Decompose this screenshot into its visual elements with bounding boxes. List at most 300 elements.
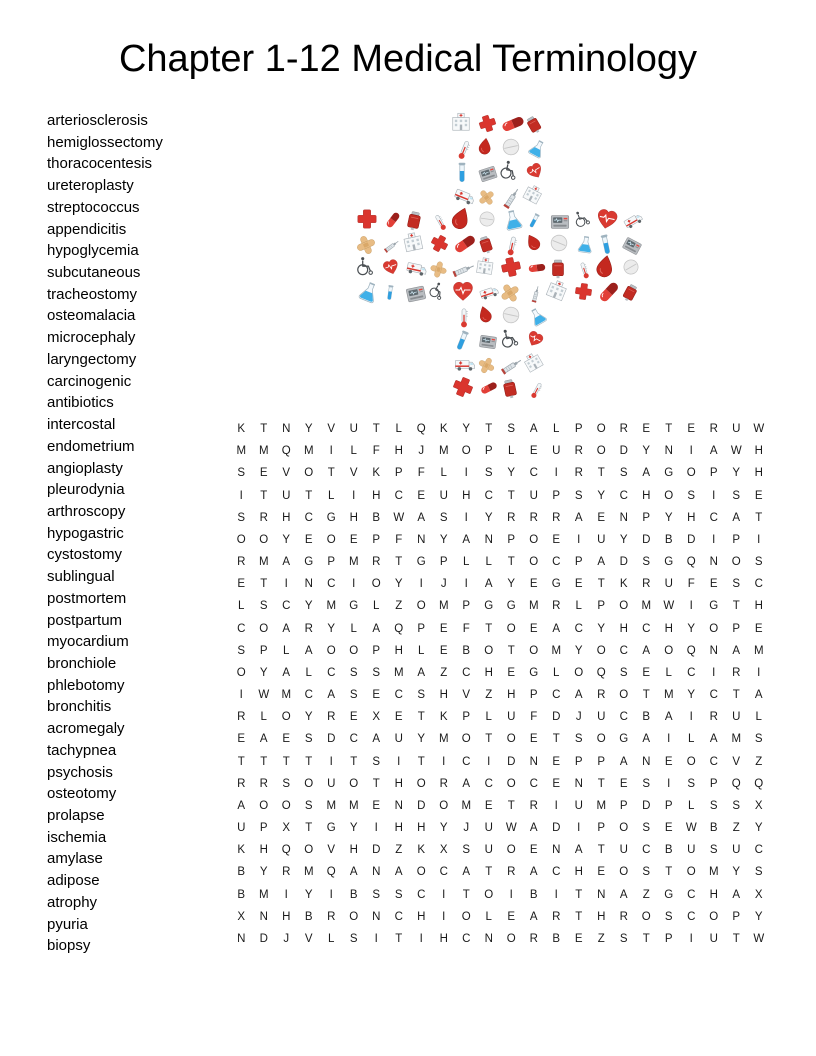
word-list-item: bronchitis [47,698,112,716]
grid-letter: C [574,622,583,635]
grid-letter: K [439,423,448,436]
grid-letter: I [464,467,468,480]
grid-letter: Z [755,755,763,768]
grid-letter: T [575,910,583,923]
grid-letter: O [619,866,629,879]
grid-letter: Y [462,423,471,436]
hospital-icon [519,348,546,375]
red-cross-icon [426,230,452,256]
grid-letter: F [395,533,403,546]
grid-letter: O [259,533,269,546]
grid-letter: A [754,689,763,702]
grid-letter: M [348,556,359,569]
grid-letter: O [529,556,539,569]
heart-icon [593,205,621,233]
grid-letter: E [574,578,583,591]
grid-letter: U [552,445,561,458]
grid-letter: Q [754,777,764,790]
grid-letter: C [552,556,561,569]
test-tube-icon [380,283,400,303]
grid-letter: C [687,888,696,901]
grid-letter: I [352,489,356,502]
grid-letter: T [372,423,380,436]
grid-letter: O [281,711,291,724]
grid-letter: C [417,888,426,901]
grid-letter: P [732,533,741,546]
grid-letter: E [282,733,291,746]
heart-icon [451,279,475,303]
grid-letter: D [507,755,516,768]
word-list-item: biopsy [47,937,91,955]
grid-letter: P [552,489,561,502]
grid-letter: F [372,445,380,458]
grid-letter: B [372,511,381,524]
grid-letter: O [574,666,584,679]
grid-letter: P [394,467,403,480]
grid-letter: K [417,844,426,857]
grid-letter: U [327,777,336,790]
grid-letter: A [529,910,538,923]
bandaid-icon [475,186,496,207]
grid-letter: B [304,910,313,923]
grid-letter: A [462,866,471,879]
grid-letter: O [506,622,516,635]
grid-letter: V [462,689,471,702]
grid-letter: T [665,423,673,436]
grid-letter: P [372,533,381,546]
grid-letter: D [642,799,651,812]
heart-icon [380,256,403,279]
grid-letter: O [236,666,246,679]
grid-letter: R [552,910,561,923]
grid-letter: T [260,423,268,436]
grid-letter: U [282,489,291,502]
grid-letter: C [394,489,403,502]
grid-letter: K [619,578,628,591]
grid-letter: A [529,866,538,879]
grid-letter: L [553,666,560,679]
grid-letter: H [349,511,358,524]
grid-letter: E [394,711,403,724]
hospital-icon [450,111,472,133]
grid-letter: Y [304,711,313,724]
grid-letter: A [484,578,493,591]
word-list-item: psychosis [47,763,113,781]
flask-icon [500,207,526,233]
grid-letter: I [577,533,581,546]
grid-letter: R [619,910,628,923]
grid-letter: U [529,489,538,502]
grid-letter: M [348,799,359,812]
grid-letter: C [439,866,448,879]
grid-letter: T [642,932,650,945]
word-list-item: bronchiole [47,654,117,672]
grid-letter: H [687,511,696,524]
grid-letter: N [282,423,291,436]
grid-letter: C [552,689,561,702]
grid-letter: I [509,888,513,901]
blood-drop-icon [591,252,619,280]
grid-letter: R [574,467,583,480]
grid-letter: I [397,755,401,768]
grid-letter: E [664,822,673,835]
word-list-item: carcinogenic [47,372,132,390]
grid-letter: T [417,711,425,724]
medical-cross-collage [355,112,643,400]
grid-letter: M [303,445,314,458]
grid-letter: A [462,533,471,546]
grid-letter: S [462,844,471,857]
heart-icon [523,327,547,351]
grid-letter: T [485,866,493,879]
grid-letter: T [507,644,515,657]
flask-icon [524,135,550,161]
grid-letter: L [508,445,515,458]
grid-letter: Y [439,533,448,546]
grid-letter: C [687,666,696,679]
grid-letter: L [350,445,357,458]
grid-letter: E [484,799,493,812]
grid-letter: Y [304,423,313,436]
grid-letter: Y [732,467,741,480]
grid-letter: T [597,578,605,591]
grid-letter: O [484,644,494,657]
grid-letter: U [484,844,493,857]
grid-letter: C [327,666,336,679]
grid-letter: W [663,600,675,613]
grid-letter: S [259,600,268,613]
grid-letter: G [709,600,719,613]
grid-letter: T [395,932,403,945]
word-list-item: arteriosclerosis [47,112,148,129]
blood-drop-icon [475,136,495,156]
hospital-icon [400,229,426,255]
grid-letter: X [754,888,763,901]
grid-letter: M [663,689,674,702]
grid-letter: R [732,666,741,679]
grid-letter: O [686,467,696,480]
wheelchair-icon [496,325,522,351]
grid-letter: O [596,423,606,436]
grid-letter: D [552,822,561,835]
grid-letter: O [461,733,471,746]
grid-letter: H [484,666,493,679]
grid-letter: O [641,910,651,923]
grid-letter: R [237,777,246,790]
grid-letter: C [462,755,471,768]
grid-letter: P [507,533,516,546]
grid-letter: P [597,600,606,613]
grid-letter: A [259,733,268,746]
grid-letter: L [260,711,267,724]
red-cross-icon [572,280,593,301]
grid-letter: X [439,844,448,857]
grid-letter: A [709,733,718,746]
monitor-icon [477,331,500,354]
grid-letter: T [732,689,740,702]
grid-letter: J [283,932,290,945]
grid-letter: S [732,799,741,812]
word-list-item: myocardium [47,633,129,651]
grid-letter: I [329,755,333,768]
grid-letter: H [754,467,763,480]
grid-letter: C [349,733,358,746]
grid-letter: O [506,733,516,746]
grid-letter: E [372,799,381,812]
grid-letter: D [372,844,381,857]
grid-letter: Y [484,511,493,524]
grid-letter: I [757,666,761,679]
grid-letter: H [349,844,358,857]
grid-letter: S [619,666,628,679]
grid-letter: S [709,799,718,812]
grid-letter: H [619,622,628,635]
word-list-item: hypogastric [47,524,124,542]
grid-letter: Y [304,600,313,613]
word-list-item: amylase [47,850,103,868]
grid-letter: N [552,844,561,857]
grid-letter: T [597,777,605,790]
grid-letter: O [619,600,629,613]
grid-letter: P [642,511,651,524]
grid-letter: I [442,888,446,901]
grid-letter: C [619,644,628,657]
grid-letter: N [642,755,651,768]
grid-letter: L [328,932,335,945]
grid-letter: M [438,600,449,613]
grid-letter: C [484,489,493,502]
grid-letter: A [327,689,336,702]
grid-letter: L [575,600,582,613]
grid-letter: Q [326,866,336,879]
grid-letter: T [237,755,245,768]
grid-letter: O [416,600,426,613]
grid-letter: H [394,445,403,458]
grid-letter: S [237,467,246,480]
grid-letter: C [642,622,651,635]
grid-letter: E [529,733,538,746]
grid-letter: C [709,511,718,524]
grid-letter: C [529,467,538,480]
grid-letter: P [732,622,741,635]
grid-letter: I [419,932,423,945]
tablet-icon [498,302,524,328]
grid-letter: C [619,489,628,502]
word-list-item: hemiglossectomy [47,133,163,151]
grid-letter: W [730,445,742,458]
word-list-item: hypoglycemia [47,242,139,260]
grid-letter: E [574,932,583,945]
grid-letter: C [237,622,246,635]
bandaid-icon [474,353,498,377]
grid-letter: O [731,556,741,569]
grid-letter: Q [281,844,291,857]
grid-letter: A [462,777,471,790]
grid-letter: G [484,600,494,613]
grid-letter: S [394,888,403,901]
grid-letter: Z [732,822,740,835]
grid-letter: T [597,467,605,480]
page-title: Chapter 1-12 Medical Terminology [118,38,698,80]
grid-letter: Y [664,511,673,524]
grid-letter: S [237,644,246,657]
grid-letter: I [374,932,378,945]
grid-letter: E [597,511,606,524]
grid-letter: E [417,489,426,502]
word-list-item: thoracocentesis [47,155,153,173]
grid-letter: H [462,489,471,502]
grid-letter: L [350,622,357,635]
grid-letter: T [507,489,515,502]
grid-letter: E [597,866,606,879]
grid-letter: L [328,489,335,502]
grid-letter: H [282,511,291,524]
grid-letter: O [439,799,449,812]
grid-letter: Y [282,533,291,546]
grid-letter: M [258,556,269,569]
grid-letter: C [462,932,471,945]
grid-letter: O [596,733,606,746]
grid-letter: S [507,423,516,436]
grid-letter: H [394,644,403,657]
grid-letter: M [258,888,269,901]
grid-letter: G [664,888,674,901]
grid-letter: O [686,755,696,768]
grid-letter: H [417,822,426,835]
grid-letter: A [732,888,741,901]
word-list-item: appendicitis [47,220,127,238]
grid-letter: T [552,733,560,746]
bandaid-icon [497,280,523,306]
grid-letter: I [487,755,491,768]
grid-letter: Q [686,644,696,657]
grid-letter: Y [619,533,628,546]
grid-letter: L [688,799,695,812]
grid-letter: S [372,666,381,679]
grid-letter: P [417,622,426,635]
grid-letter: A [664,711,673,724]
grid-letter: N [574,777,583,790]
grid-letter: U [664,578,673,591]
grid-letter: T [462,888,470,901]
grid-letter: E [529,445,538,458]
grid-letter: E [642,423,651,436]
grid-letter: E [237,733,246,746]
grid-letter: E [687,423,696,436]
grid-letter: P [439,556,448,569]
grid-letter: A [732,644,741,657]
grid-letter: Y [732,866,741,879]
grid-letter: I [689,932,693,945]
grid-letter: S [574,489,583,502]
grid-letter: S [687,777,696,790]
grid-letter: O [596,445,606,458]
grid-letter: E [439,622,448,635]
grid-letter: V [349,467,358,480]
grid-letter: Q [686,556,696,569]
grid-letter: X [282,822,291,835]
flask-icon [355,278,384,307]
grid-letter: U [709,932,718,945]
grid-letter: D [619,445,628,458]
grid-letter: S [484,467,493,480]
grid-letter: E [259,467,268,480]
grid-letter: M [438,733,449,746]
grid-letter: O [506,932,516,945]
grid-letter: U [349,423,358,436]
grid-letter: A [417,666,426,679]
grid-letter: R [529,799,538,812]
grid-letter: C [687,910,696,923]
grid-letter: E [552,777,561,790]
grid-letter: E [349,711,358,724]
grid-letter: A [394,866,403,879]
grid-letter: C [304,511,313,524]
grid-letter: C [327,578,336,591]
grid-letter: I [442,910,446,923]
grid-letter: F [462,622,470,635]
grid-letter: H [259,844,268,857]
grid-letter: B [462,644,471,657]
grid-letter: P [462,600,471,613]
grid-letter: T [732,932,740,945]
grid-letter: I [464,578,468,591]
grid-letter: O [529,533,539,546]
word-list-item: pleurodynia [47,481,125,499]
grid-letter: Y [687,622,696,635]
grid-letter: E [237,578,246,591]
grid-letter: Z [642,888,650,901]
grid-letter: G [529,666,539,679]
grid-letter: V [327,844,336,857]
word-list-item: adipose [47,872,100,890]
grid-letter: R [327,910,336,923]
grid-letter: S [304,799,313,812]
grid-letter: O [259,622,269,635]
grid-letter: N [417,533,426,546]
grid-letter: A [372,622,381,635]
grid-letter: T [260,578,268,591]
grid-letter: L [238,600,245,613]
grid-letter: E [349,533,358,546]
grid-letter: H [394,777,403,790]
grid-letter: Y [687,689,696,702]
grid-letter: R [327,711,336,724]
grid-letter: P [709,777,718,790]
grid-letter: O [304,777,314,790]
grid-letter: M [596,799,607,812]
grid-letter: O [259,799,269,812]
grid-letter: T [485,622,493,635]
grid-letter: O [304,467,314,480]
grid-letter: E [642,666,651,679]
grid-letter: T [665,866,673,879]
grid-letter: I [419,578,423,591]
grid-letter: A [597,556,606,569]
grid-letter: C [304,689,313,702]
word-list-item: prolapse [47,807,105,824]
grid-letter: M [461,799,472,812]
grid-letter: N [664,445,673,458]
grid-letter: Y [754,822,763,835]
grid-letter: I [464,511,468,524]
word-list-item: tachypnea [47,741,117,759]
grid-letter: O [664,644,674,657]
grid-letter: N [709,644,718,657]
grid-letter: F [687,578,695,591]
word-list-item: microcephaly [47,329,136,347]
red-cross-icon [475,111,499,135]
